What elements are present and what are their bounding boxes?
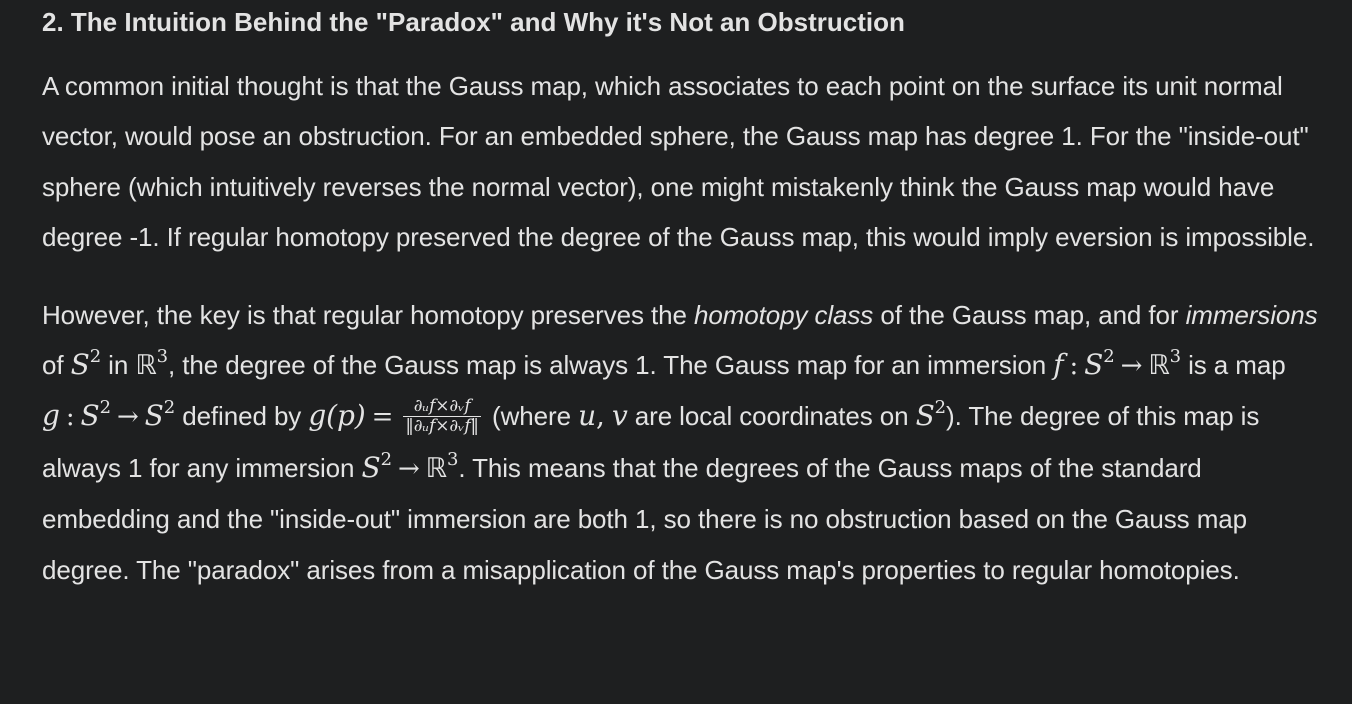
emphasis-homotopy-class: homotopy class (693, 299, 874, 330)
math-uv: u, v (578, 399, 628, 433)
fraction-denominator: ‖∂ᵤf×∂ᵥf‖ (405, 416, 479, 437)
math-gauss-formula: g(p) = $\frac{\text{∂ᵤf×∂ᵥf}}{\text{‖∂ᵤf×∂ᵥf‖}}$ (308, 396, 479, 437)
text-run: is a map (1180, 350, 1286, 381)
math-s2: $S^2$ (70, 346, 102, 382)
math-s2: $S^2$ (915, 397, 947, 433)
emphasis-immersions: immersions (1185, 299, 1318, 330)
section-heading: 2. The Intuition Behind the "Paradox" and Why it's Not an Obstruction (42, 7, 905, 37)
paragraph-explanation (42, 290, 1322, 595)
text-run: . This means that the degrees of the Gauss maps of the standard embedding and the "inside-out" immersion are both 1, so there is no obstruction based on the Gauss map degree. The "paradox" arises from a misapplication of the Gauss map's properties to regular homotopies. (42, 452, 1247, 585)
text-run: in (101, 350, 136, 381)
text-run: of (42, 350, 71, 381)
text-run: (where (484, 401, 579, 432)
math-immersion-map: f : $S^2$ → ℝ$^3$ (1053, 346, 1181, 382)
fraction-numerator: ∂ᵤf×∂ᵥf (403, 397, 481, 417)
text-run: defined by (175, 401, 309, 432)
text-run: ). The degree of this map is always 1 for any immersion (42, 401, 1260, 483)
text-run: However, the key is that regular homotopy preserves the (42, 299, 694, 330)
text-run: of the Gauss map, and for (873, 299, 1186, 330)
math-s2-to-r3: $S^2$ → ℝ$^3$ (361, 448, 459, 484)
paragraph-intuition: A common initial thought is that the Gauss map, which associates to each point on the surface its unit normal vector, would pose an obstruction. For an embedded sphere, the Gauss map has degree 1. For the "inside-out" sphere (which intuitively reverses the normal vector), one might mistakenly think the Gauss map would have degree -1. If regular homotopy preserved the degree of the Gauss map, this would imply eversion is impossible. (42, 71, 1315, 253)
text-run: are local coordinates on (627, 401, 916, 432)
text-run: , the degree of the Gauss map is always 1. The Gauss map for an immersion (168, 350, 1054, 381)
math-r3: ℝ$^3$ (135, 346, 169, 382)
fraction (403, 397, 481, 436)
math-gauss-map: g : $S^2 \to S^2$ (42, 397, 176, 433)
